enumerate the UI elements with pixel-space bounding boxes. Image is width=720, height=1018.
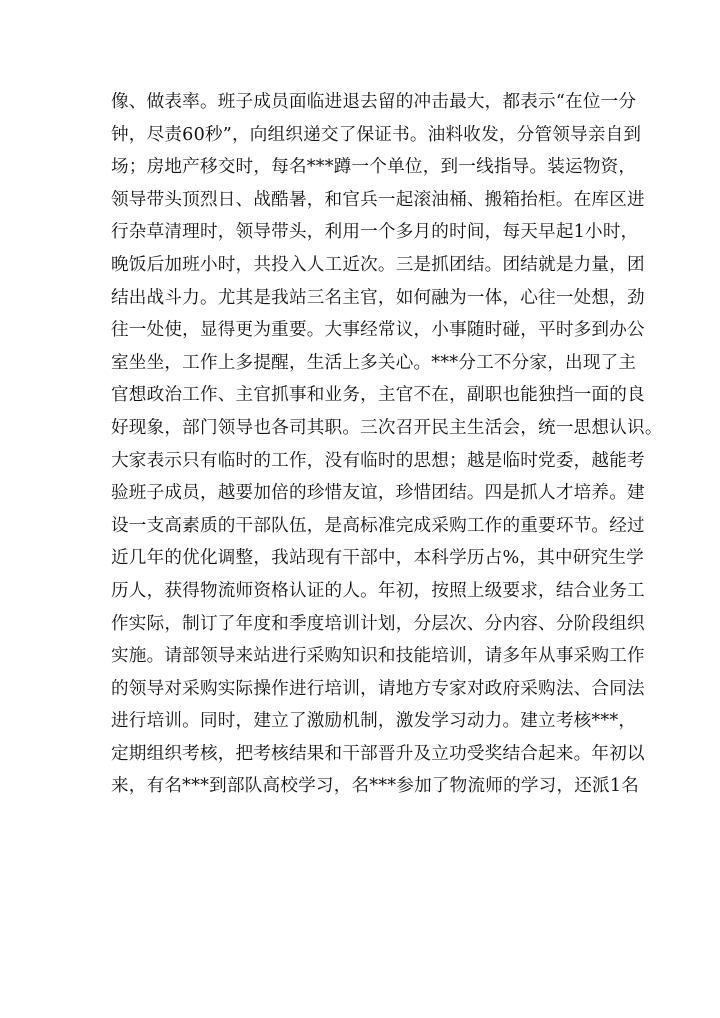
text-line-18: 实施。请部领导来站进行采购知识和技能培训，请多年从事采购工作 (111, 646, 645, 667)
text-line-3: 场；房地产移交时，每名***蹲一个单位，到一线指导。装运物资， (111, 157, 637, 178)
text-line-8: 往一处使，显得更为重要。大事经常议，小事随时碰，平时多到办公 (111, 320, 645, 341)
text-line-16: 历人，获得物流师资格认证的人。年初，按照上级要求，结合业务工 (111, 580, 645, 601)
text-line-1: 像、做表率。班子成员面临进退去留的冲击最大，都表示“在位一分 (111, 92, 637, 112)
text-line-17: 作实际，制订了年度和季度培训计划，分层次、分内容、分阶段组织 (111, 613, 645, 634)
text-line-22: 来，有名***到部队高校学习，名***参加了物流师的学习，还派1名 (111, 776, 640, 797)
text-line-21: 定期组织考核，把考核结果和干部晋升及立功受奖结合起来。年初以 (111, 743, 645, 764)
text-line-15: 近几年的优化调整，我站现有干部中，本科学历占%，其中研究生学 (111, 548, 644, 569)
text-line-5: 行杂草清理时，领导带头，利用一个多月的时间，每天早起1小时， (111, 222, 639, 243)
text-line-19: 的领导对采购实际操作进行培训，请地方专家对政府采购法、合同法 (111, 678, 645, 699)
text-line-14: 设一支高素质的干部队伍，是高标准完成采购工作的重要环节。经过 (111, 515, 645, 536)
body-text (111, 86, 663, 803)
text-line-4: 领导带头顶烈日、战酷暑，和官兵一起滚油桶、搬箱抬柜。在库区进 (111, 189, 645, 210)
text-line-7: 结出战斗力。尤其是我站三名主官，如何融为一体，心往一处想，劲 (111, 287, 645, 308)
text-line-13: 验班子成员，越要加倍的珍惜友谊，珍惜团结。四是抓人才培养。建 (111, 483, 645, 504)
text-line-12: 大家表示只有临时的工作，没有临时的思想；越是临时党委，越能考 (111, 450, 645, 471)
text-line-6: 晚饭后加班小时，共投入人工近次。三是抓团结。团结就是力量，团 (111, 254, 645, 275)
text-line-9: 室坐坐，工作上多提醒，生活上多关心。***分工不分家，出现了主 (111, 352, 637, 373)
text-line-20: 进行培训。同时，建立了激励机制，激发学习动力。建立考核***， (111, 711, 637, 732)
text-line-10: 官想政治工作、主官抓事和业务，主官不在，副职也能独挡一面的良 (111, 385, 645, 406)
text-line-2: 钟，尽责60秒”，向组织递交了保证书。油料收发，分管领导亲自到 (111, 124, 642, 145)
text-line-11: 好现象，部门领导也各司其职。三次召开民主生活会，统一思想认识。 (111, 417, 663, 438)
